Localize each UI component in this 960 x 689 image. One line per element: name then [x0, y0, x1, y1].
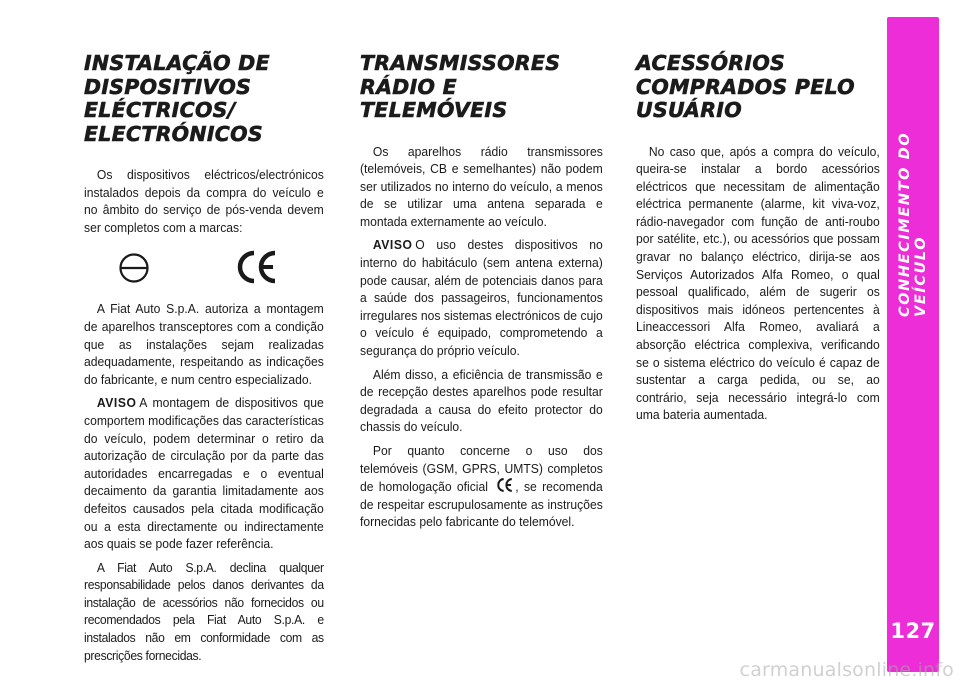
column-user-accessories	[636, 52, 880, 430]
heading-user-accessories: ACESSÓRIOS COMPRADOS PELO USUÁRIO	[636, 51, 855, 122]
section-sidebar	[887, 17, 939, 672]
column-radio-transmitters	[360, 52, 603, 537]
warning-paragraph	[360, 236, 603, 359]
paragraph	[360, 442, 603, 531]
paragraph: Além disso, a eficiência de transmissão e de recepção destes aparelhos pode resultar degradada a causa do efeito protector do chassis do veículo.	[360, 366, 603, 435]
ce-mark-icon	[234, 248, 278, 286]
text-fragment: Por quanto concerne o uso dos telemóveis (GSM, GPRS, UMTS) completos de homologação oficial	[360, 443, 603, 495]
warning-label: AVISO	[96, 395, 137, 411]
section-title: CONHECIMENTO DO VEÍCULO	[897, 131, 929, 317]
warning-paragraph	[84, 394, 324, 552]
heading-electrical-devices: INSTALAÇÃO DE DISPOSITIVOS ELÉCTRICOS/ ELECTRÓNICOS	[84, 51, 270, 146]
heading-radio-transmitters: TRANSMISSORES RÁDIO E TELEMÓVEIS	[360, 51, 561, 122]
watermark: carmanualsonline.info	[739, 659, 954, 681]
warning-label: AVISO	[372, 237, 413, 253]
paragraph: A Fiat Auto S.p.A. autoriza a montagem de aparelhos transceptores com a condição que as instalações sejam realizadas adequadamente, respeitando as indicações do fabricante, e num centro especializado.	[84, 301, 324, 387]
paragraph: A Fiat Auto S.p.A. declina qualquer responsabilidade pelos danos derivantes da instalação de acessórios não fornecidos ou recomendados pela Fiat Auto S.p.A. e instalados não em conformidade com as prescrições fornecidas.	[84, 559, 324, 663]
column-electrical-devices	[84, 52, 324, 670]
text-fragment: , se recomenda de respeitar escrupulosamente as instruções fornecidas pelo fabricante do telemóvel.	[360, 479, 603, 530]
paragraph: No caso que, após a compra do veículo, queira-se instalar a bordo acessórios eléctricos que necessitam de alimentação eléctrica permanente (alarme, kit viva-voz, rádio-navegador com função de anti-roubo por satélite, etc.), ou acessórios que possam gravar no balanço eléctrico, dirija-se aos Serviços Autorizados Alfa Romeo, o qual pessoal qualificado, além de sugerir os dispositivos mais idóneos pertencentes à Lineaccessori Alfa Romeo, avaliará a absorção eléctrica complexiva, verificando se o sistema eléctrico do veículo é capaz de sustentar a carga pedida, ou se, ao contrário, seja necessário integrá-lo com uma bateria aumentada.	[636, 143, 880, 423]
warning-text: A montagem de dispositivos que comportem modificações das características do veículo, podem determinar o retiro da autorização de circulação por da parte das autoridades encarregadas e o eventual decaimento da garantia limitadamente aos defeitos causados pela citada modificação ou a esta directamente ou indirectamente aos quais se pode fazer referência.	[84, 395, 324, 552]
ce-mark-icon	[495, 477, 513, 493]
paragraph: Os aparelhos rádio transmissores (telemóveis, CB e semelhantes) não podem ser utilizados no interno do veículo, a menos de se utilizar uma antena separada e montada externamente ao veículo.	[360, 143, 603, 229]
paragraph: Os dispositivos eléctricos/electrónicos instalados depois da compra do veículo e no âmbito do serviço de pós-venda devem ser completos com a marcas:	[84, 167, 324, 235]
warning-text: O uso destes dispositivos no interno do habitáculo (sem antena externa) pode causar, além de potenciais danos para a saúde dos passageiros, funcionamentos irregulares nos sistemas electrónicos de cujo o veículo é equipado, comprometendo a segurança do próprio veículo.	[360, 237, 603, 359]
page-number: 127	[890, 619, 936, 643]
certification-marks	[84, 244, 324, 294]
e-mark-icon	[118, 252, 150, 284]
